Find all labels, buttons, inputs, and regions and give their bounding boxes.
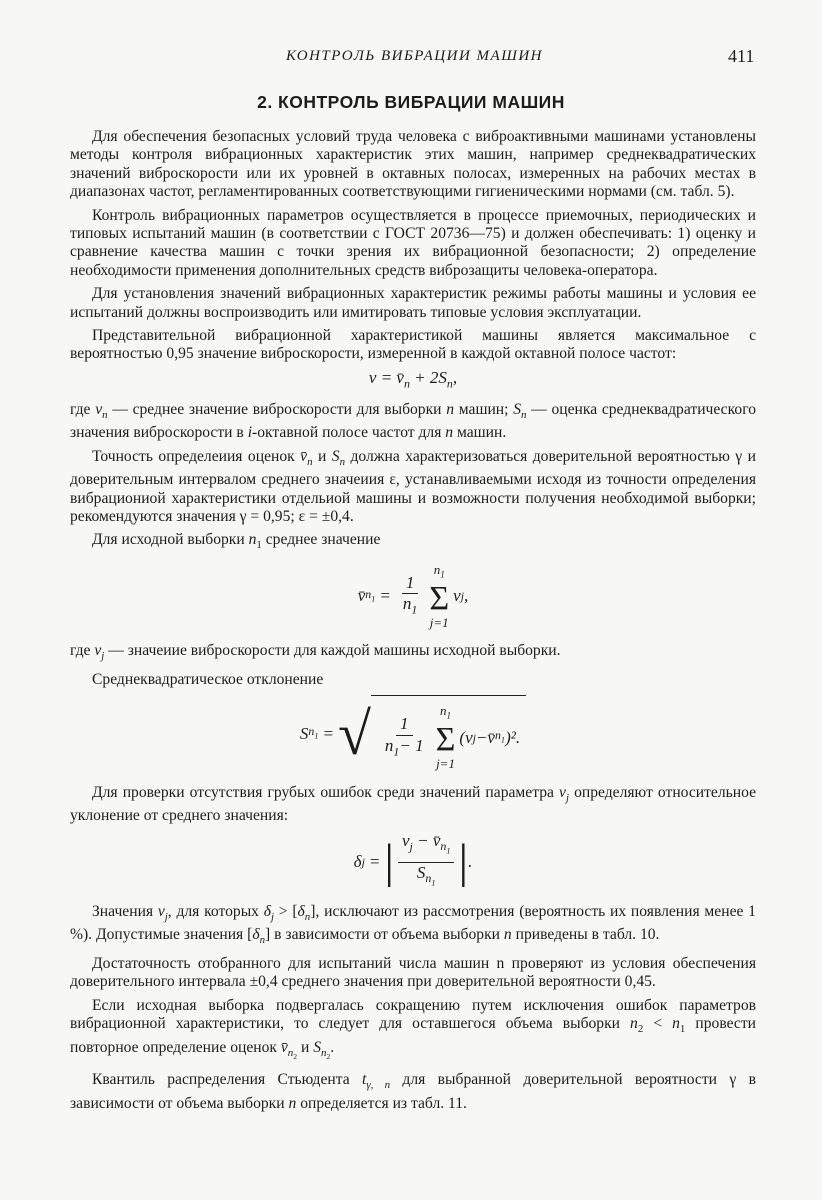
paragraph-9: Среднеквадратическое отклонение (92, 670, 324, 688)
running-title: КОНТРОЛЬ ВИБРАЦИИ МАШИН (286, 48, 544, 64)
formula-std-deviation: S $n_1$ = √ $\frac{1}{n_1- 1}$ $n_1$ Σ j=1 (v j − v̄ $n_1$ )² . (70, 695, 756, 773)
paragraph-2: Контроль вибрационных параметров осуществляется в процессе приемочных, периодических и типовых испытаний машин (в соответствии с ГОСТ 20736—75) и должен обеспечивать: 1) оценку и сравнение качества машин с точки зрения их вибрационной безопасности; 2) определение необходимости применения дополнительных средств виброзащиты человека-оператора. (70, 206, 756, 279)
paragraph-11: Значения $v_j$, для которых $\delta_j > [\delta_n]$, исключают из рассмотрения (вероятность их появления менее 1 %). Допустимые значения $[\delta_n]$ в зависимости от объема выборки n приведены в табл. 10. (70, 902, 756, 947)
section-title: 2. КОНТРОЛЬ ВИБРАЦИИ МАШИН (257, 92, 565, 112)
formula-mean: v̄ $n_1$ = $\frac{1}{n_1}$ $n_1$ Σ j=1 v j , (357, 561, 469, 630)
page-number: 411 (728, 46, 755, 66)
paragraph-8: где $v_j$ — значеиие виброскорости для каждой машины исходной выборки. (70, 642, 561, 663)
paragraph-10: Для проверки отсутствия грубых ошибок среди значений параметра $v_j$ определяют относительное уклонение от среднего значения: (70, 783, 756, 825)
paragraph-4: Представительной вибрационной характеристикой машины является максимальное с вероятностью 0,95 значение виброскорости, измеренной в каждой октавной полосе частот: (70, 327, 756, 363)
formula-deviation: δ j = | $\frac{v_j - v̄_{n_1}}{S_{n_1}}$ | . (353, 830, 473, 889)
page-body (70, 128, 756, 1118)
paragraph-3: Для установления значений вибрационных характеристик режимы работы машины и условия ее испытаний должны воспроизводить или имитировать типовые условия эксплуатации. (70, 285, 756, 321)
running-head (0, 48, 822, 72)
paragraph-12: Достаточность отобранного для испытаний числа машин n проверяют из условия обеспечения доверительного интервала ±0,4 среднего значения при доверительной вероятности 0,45. (70, 954, 756, 991)
paragraph-5: где $v_n$ — среднее значение виброскорости для выборки n машин; $S_n$ — оценка среднеквадратического значения виброскорости в i-октавной полосе частот для n машин. (70, 400, 756, 442)
paragraph-6: Точность определеиия оценок $v̄_n$ и $S_n$ должна характеризоваться доверительной вероятностью γ и доверительным интервалом среднего значеиия ε, устанавливаемыми исходя из точности определения вибрациониой характеристики отдельиой машины и возможности получения необходимой выборки; рекомендуются значения γ = 0,95; ε = ±0,4. (70, 447, 756, 525)
paragraph-7: Для исходной выборки $n_1$ среднее значение (92, 531, 381, 552)
paragraph-1: Для обеспечения безопасных условий труда человека с виброактивными машинами установлены методы контроля вибрационных характеристик этих машин, например среднеквадратических значений виброскорости или их уровней в октавных полосах, измеренных на рабочих местах в диапазонах частот, регламентированных соответствующими гигиеническими нормами (см. табл. 5). (70, 128, 756, 201)
formula-max-velocity: $v = v̄_n + 2S_n$, (368, 367, 458, 391)
paragraph-14: Квантиль распределения Стьюдента $t_{\gamma, n}$ для выбранной доверительной вероятности γ в зависимости от объема выборки n определяется из табл. 11. (70, 1071, 756, 1112)
paragraph-13: Если исходная выборка подвергалась сокращению путем исключения ошибок параметров вибрационной характеристики, то следует для оставшегося объема выборки $n_2 < n_1$ провести повторное определение оценок $v̄_{n_2}$ и $S_{n_2}$. (70, 996, 756, 1061)
